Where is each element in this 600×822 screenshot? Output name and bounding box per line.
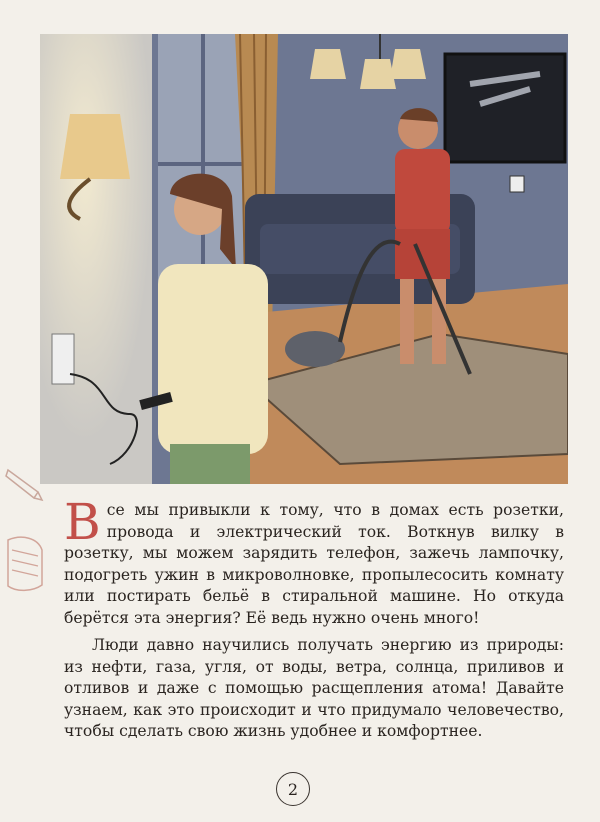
page-number-value: 2 — [287, 779, 299, 799]
paragraph-2: Люди давно научились получать энергию из природы: из нефти, газа, угля, от воды, ветра, солнца, приливов и отливов и даже с помощью расщепления атома! Давайте узнаем, как это происходит и что придумало человечество, чтобы сделать свою жизнь удобнее и комфортнее. — [64, 636, 564, 740]
paper-roll-doodle — [2, 530, 48, 600]
drop-cap: В — [64, 493, 101, 551]
paragraph-1-text: се мы привыкли к тому, что в домах есть розетки, провода и электрический ток. Воткнув вилку в розетку, мы можем зарядить телефон, зажечь лампочку, подогреть ужин в микроволновке, пропылесосить комнату или постирать бельё в стиральной машине. Но откуда берётся эта энергия? Её ведь нужно очень много! — [64, 501, 564, 627]
room-illustration — [40, 34, 568, 484]
pencil-doodle — [4, 466, 44, 502]
page-number — [276, 772, 310, 806]
paragraph-1 — [64, 493, 564, 629]
body-text — [64, 493, 564, 743]
